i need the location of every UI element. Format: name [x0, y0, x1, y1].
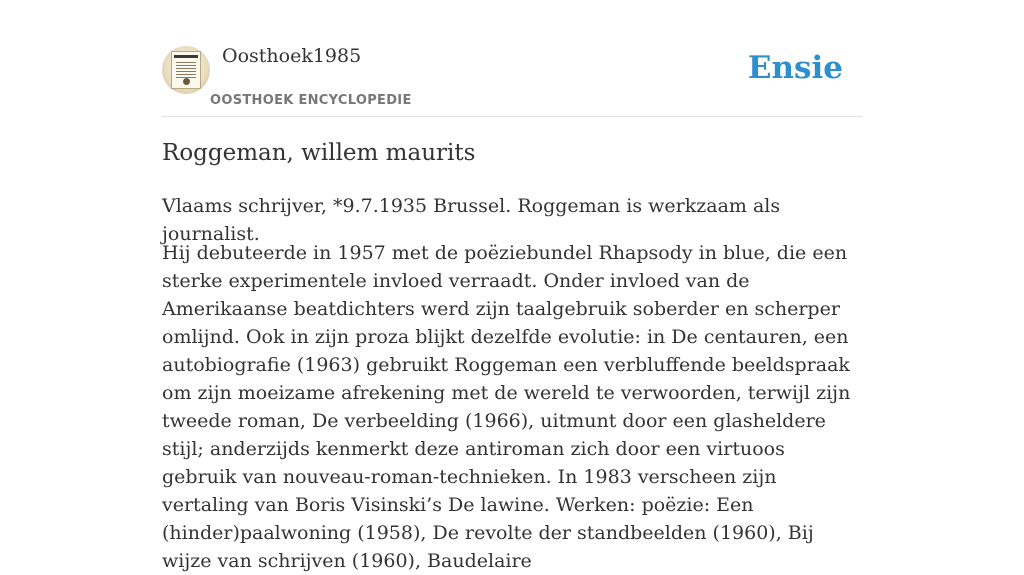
article-paragraph: Vlaams schrijver, *9.7.1935 Brussel. Roggeman is werkzaam als journalist.: [162, 195, 781, 245]
article-paragraph: Hij debuteerde in 1957 met de poëziebundel Rhapsody in blue, die een sterke experimentele invloed verraadt. Onder invloed van de Amerikaanse beatdichters werd zijn taalgebruik soberder en scherper omlijnd. Ook in zijn proza blijkt dezelfde evolutie: in De centauren, een autobiografie (1963) gebruikt Roggeman een verbluffende beeldspraak om zijn moeizame afrekening met de wereld te verwoorden, terwijl zijn tweede roman, De verbeelding (1966), uitmunt door een glasheldere stijl; anderzijds kenmerkt deze antiroman zich door een virtuoos gebruik van nouveau-roman-technieken. In 1983 verscheen zijn vertaling van Boris Visinski’s De lawine. Werken: poëzie: Een (hinder)paalwoning (1958), De revolte der standbeelden (1960), Bij wijze van schrijven (1960), Baudelaire: [162, 242, 851, 572]
author-username-link[interactable]: Oosthoek1985: [222, 45, 362, 67]
article-header: [162, 0, 862, 117]
scanned-document-icon: [171, 51, 201, 89]
article-page: [162, 0, 862, 572]
article-title: Roggeman, willem maurits: [162, 140, 476, 166]
avatar[interactable]: [162, 46, 210, 94]
ensie-logo-link[interactable]: Ensie: [747, 50, 843, 86]
source-label-link[interactable]: OOSTHOEK ENCYCLOPEDIE: [210, 93, 412, 108]
